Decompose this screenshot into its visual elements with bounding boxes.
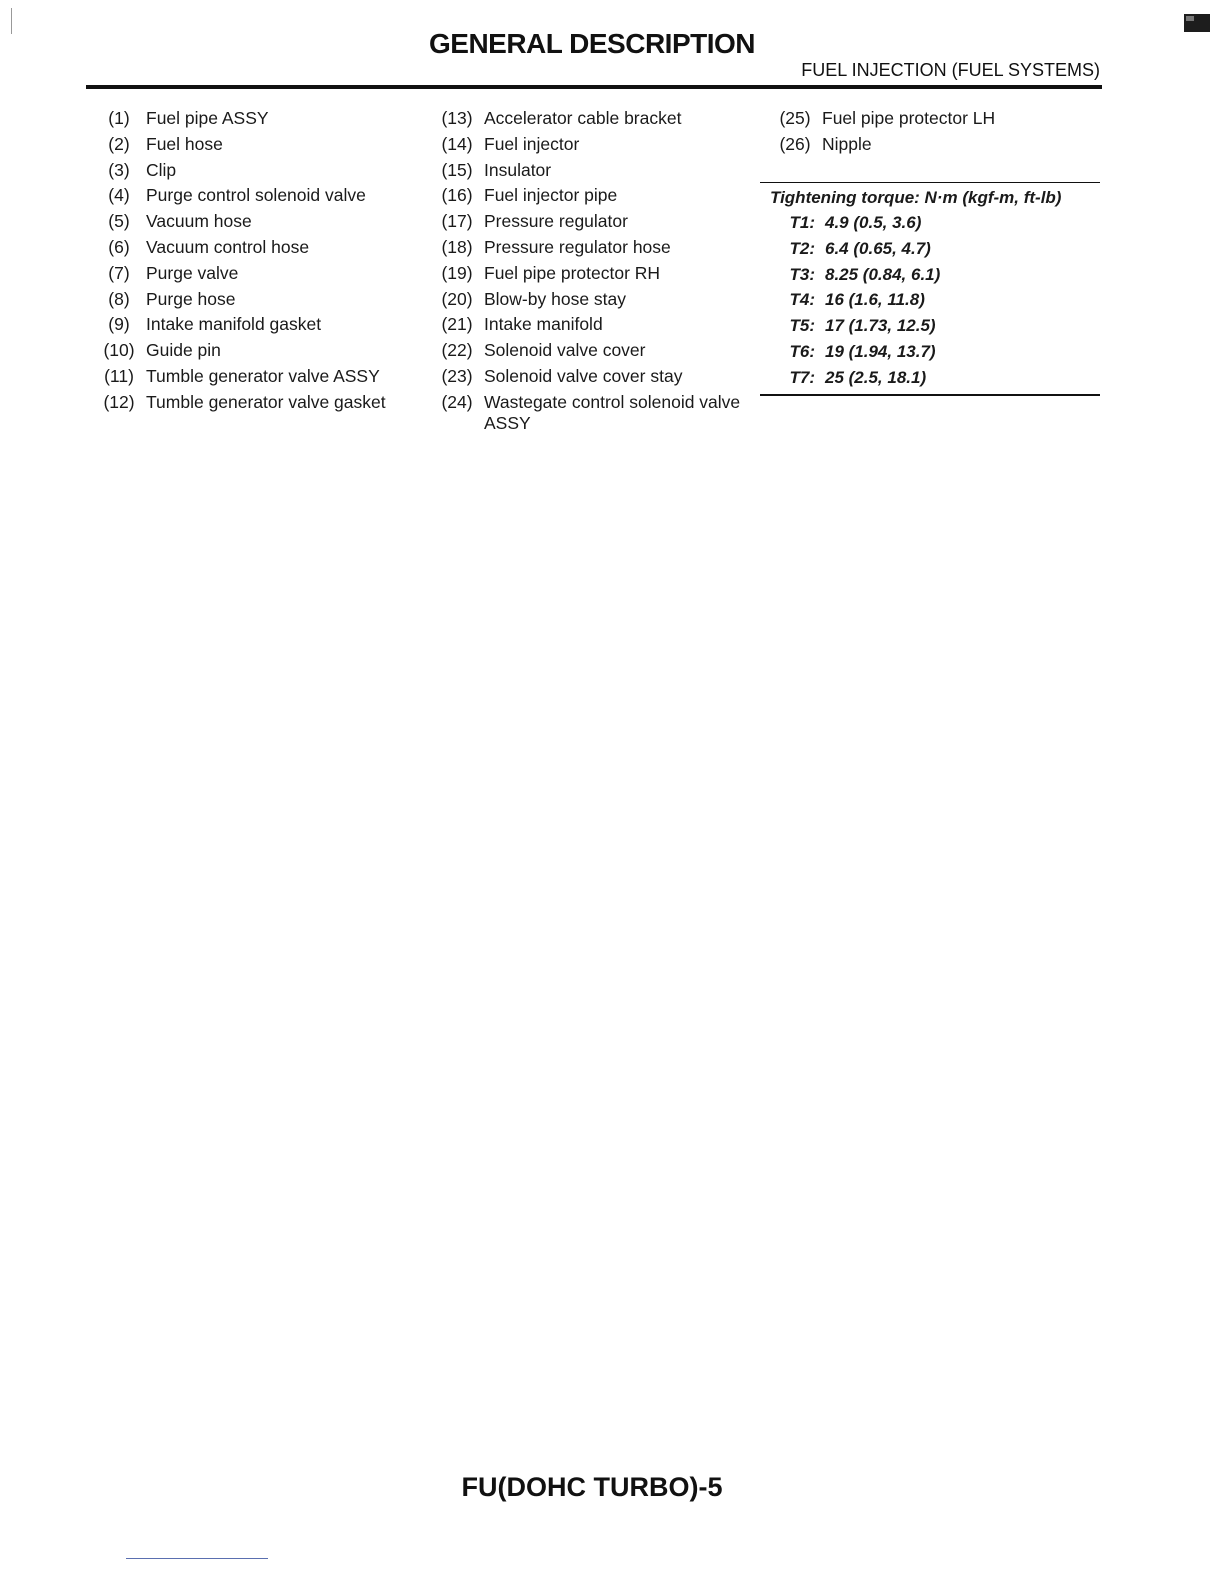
page-title: GENERAL DESCRIPTION (428, 28, 756, 59)
list-item (92, 160, 412, 186)
item-number: (14) (441, 133, 473, 154)
item-number: (12) (103, 391, 135, 412)
item-number: (20) (441, 288, 473, 309)
item-number: (7) (108, 262, 130, 283)
item-label: Tumble generator valve ASSY (146, 365, 380, 386)
item-number: (19) (441, 262, 473, 283)
torque-key: T2: (789, 238, 815, 258)
item-label-line-2: ASSY (484, 412, 531, 433)
item-number: (16) (441, 185, 473, 206)
parts-list-column-1 (92, 108, 412, 418)
list-item (92, 263, 412, 289)
list-item (430, 314, 760, 340)
list-item (92, 289, 412, 315)
torque-value: 16 (1.6, 11.8) (825, 290, 925, 310)
parts-list-column-2 (430, 108, 760, 438)
list-item (92, 185, 412, 211)
item-label: Pressure regulator (484, 211, 628, 232)
torque-key: T6: (789, 341, 815, 361)
item-label: Purge valve (146, 262, 239, 283)
list-item (768, 108, 1098, 134)
item-label: Intake manifold (484, 314, 603, 335)
item-number: (18) (441, 236, 473, 257)
list-item (430, 366, 760, 392)
torque-row (760, 236, 1100, 262)
item-number: (10) (103, 340, 135, 361)
list-item (430, 289, 760, 315)
item-number: (24) (441, 391, 473, 412)
list-item (92, 366, 412, 392)
torque-value: 17 (1.73, 12.5) (825, 316, 936, 336)
parts-list-column-3 (768, 108, 1098, 160)
item-label: Fuel pipe protector RH (484, 262, 661, 283)
list-item (430, 340, 760, 366)
item-label: Fuel hose (146, 133, 223, 154)
item-label: Pressure regulator hose (484, 236, 671, 257)
list-item (92, 314, 412, 340)
item-label: Fuel pipe protector LH (822, 108, 996, 128)
item-number: (26) (779, 133, 811, 154)
list-item (768, 134, 1098, 160)
item-number: (5) (108, 211, 130, 232)
item-label: Purge hose (146, 288, 236, 309)
list-item (430, 263, 760, 289)
torque-value: 4.9 (0.5, 3.6) (825, 213, 922, 232)
item-number: (6) (108, 236, 130, 257)
list-item (430, 237, 760, 263)
torque-value: 8.25 (0.84, 6.1) (825, 264, 941, 284)
item-number: (1) (108, 108, 130, 128)
torque-row (760, 339, 1100, 365)
item-label: Insulator (484, 159, 552, 180)
item-label: Tumble generator valve gasket (146, 391, 386, 412)
item-number: (17) (441, 211, 473, 232)
torque-row (760, 287, 1100, 313)
item-number: (25) (779, 108, 811, 128)
item-number: (11) (104, 365, 134, 386)
item-number: (22) (441, 340, 473, 361)
item-label: Purge control solenoid valve (146, 185, 366, 206)
item-label: Solenoid valve cover (484, 340, 646, 361)
item-number: (8) (108, 288, 130, 309)
torque-row (760, 313, 1100, 339)
list-item (92, 108, 412, 134)
item-label: Fuel injector pipe (484, 185, 618, 206)
item-number: (23) (441, 365, 473, 386)
item-label: Guide pin (146, 340, 221, 361)
torque-value: 19 (1.94, 13.7) (825, 341, 936, 361)
torque-key: T3: (789, 264, 815, 284)
list-item (92, 211, 412, 237)
item-label: Vacuum control hose (146, 236, 310, 257)
torque-row (760, 365, 1100, 391)
torque-row (760, 262, 1100, 288)
list-item (92, 340, 412, 366)
item-label-line-1: Wastegate control solenoid valve (484, 391, 741, 412)
item-number: (15) (441, 159, 473, 180)
header-rule (86, 85, 1102, 89)
list-item (430, 185, 760, 211)
list-item (92, 392, 412, 418)
list-item (430, 160, 760, 186)
torque-key: T4: (789, 290, 815, 310)
torque-key: T1: (789, 213, 815, 232)
item-label: Fuel pipe ASSY (146, 108, 269, 128)
torque-key: T5: (789, 316, 815, 336)
item-number: (13) (441, 108, 473, 128)
item-label: Vacuum hose (146, 211, 252, 232)
item-number: (21) (441, 314, 473, 335)
torque-row (760, 210, 1100, 236)
list-item (430, 211, 760, 237)
item-label: Clip (146, 159, 177, 180)
torque-value: 25 (2.5, 18.1) (825, 367, 927, 387)
list-item (92, 134, 412, 160)
section-tab-marker (1184, 14, 1210, 32)
item-number: (2) (108, 133, 130, 154)
list-item (92, 237, 412, 263)
list-item (430, 134, 760, 160)
item-label: Blow-by hose stay (484, 288, 627, 309)
torque-key: T7: (789, 367, 815, 387)
item-label: Nipple (822, 133, 872, 154)
item-number: (4) (108, 185, 130, 206)
footer-line (126, 1558, 268, 1559)
list-item (430, 108, 760, 134)
page-number: FU(DOHC TURBO)-5 (461, 1472, 723, 1502)
item-label: Accelerator cable bracket (484, 108, 682, 128)
item-label (484, 392, 760, 434)
torque-table (760, 182, 1100, 396)
item-number: (9) (108, 314, 130, 335)
item-label: Solenoid valve cover stay (484, 365, 683, 386)
torque-value: 6.4 (0.65, 4.7) (825, 238, 931, 258)
list-item (430, 392, 760, 438)
item-label: Intake manifold gasket (146, 314, 322, 335)
item-number: (3) (108, 159, 130, 180)
torque-heading: Tightening torque: N·m (kgf-m, ft-lb) (770, 188, 1062, 207)
item-label: Fuel injector (484, 133, 580, 154)
section-heading: FUEL INJECTION (FUEL SYSTEMS) (801, 60, 1100, 80)
